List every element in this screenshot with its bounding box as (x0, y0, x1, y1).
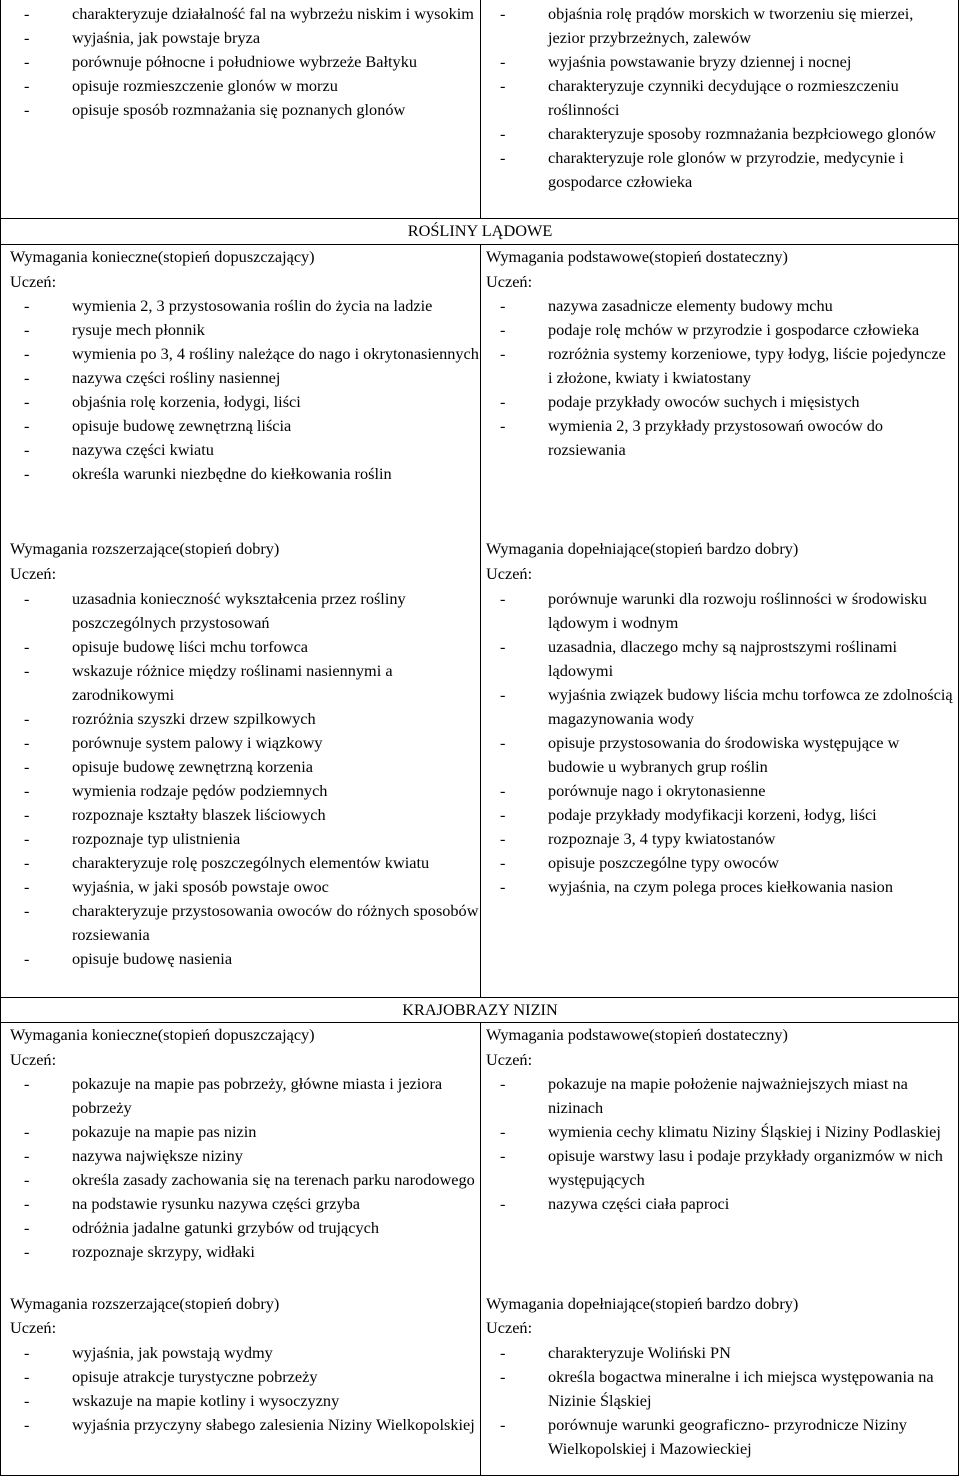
list-item: - charakteryzuje role glonów w przyrodzie, medycynie i gospodarce człowieka (486, 146, 954, 194)
list-item: - porównuje system palowy i wiązkowy (10, 731, 480, 755)
list-item: - charakteryzuje działalność fal na wybrzeżu niskim i wysokim (10, 2, 480, 26)
list-item: - porównuje północne i południowe wybrzeże Bałtyku (10, 50, 480, 74)
list-item: - odróżnia jadalne gatunki grzybów od trujących (10, 1216, 480, 1240)
list-item: - wymienia cechy klimatu Niziny Śląskiej i Niziny Podlaskiej (486, 1120, 954, 1144)
list-item: - podaje rolę mchów w przyrodzie i gospodarce człowieka (486, 318, 954, 342)
list-item: - podaje przykłady modyfikacji korzeni, łodyg, liści (486, 803, 954, 827)
list-item: - określa warunki niezbędne do kiełkowania roślin (10, 462, 480, 486)
list-item: - opisuje budowę zewnętrzną korzenia (10, 755, 480, 779)
uczen-label: Uczeń: (10, 272, 57, 291)
uczen-label: Uczeń: (486, 1050, 533, 1069)
list-item: - wyjaśnia, w jaki sposób powstaje owoc (10, 875, 480, 899)
requirements-left (10, 1341, 480, 1437)
list-item: - pokazuje na mapie pas nizin (10, 1120, 480, 1144)
block-header-right: Wymagania podstawowe(stopień dostateczny) (486, 247, 788, 266)
uczen-label: Uczeń: (486, 272, 533, 291)
list-item: - pokazuje na mapie położenie najważniejszych miast na nizinach (486, 1072, 954, 1120)
requirements-list (10, 294, 480, 486)
top-right-cell (486, 2, 954, 194)
uczen-label: Uczeń: (10, 564, 57, 583)
list-item: - na podstawie rysunku nazywa części grzyba (10, 1192, 480, 1216)
list-item: - opisuje przystosowania do środowiska występujące w budowie u wybranych grup roślin (486, 731, 954, 779)
list-item: - opisuje rozmieszczenie glonów w morzu (10, 74, 480, 98)
list-item: - objaśnia rolę prądów morskich w tworzeniu się mierzei, jezior przybrzeżnych, zalewów (486, 2, 954, 50)
list-item: - opisuje sposób rozmnażania się poznanych glonów (10, 98, 480, 122)
requirements-right (486, 1341, 954, 1461)
list-item: - charakteryzuje rolę poszczególnych elementów kwiatu (10, 851, 480, 875)
list-item: - wskazuje różnice między roślinami nasiennymi a zarodnikowymi (10, 659, 480, 707)
requirements-list (486, 294, 954, 462)
list-item: - rozpoznaje 3, 4 typy kwiatostanów (486, 827, 954, 851)
block-header-right: Wymagania dopełniające(stopień bardzo dobry) (486, 1294, 799, 1313)
list-item: - opisuje budowę nasienia (10, 947, 480, 971)
list-item: - porównuje nago i okrytonasienne (486, 779, 954, 803)
list-item: - podaje przykłady owoców suchych i mięsistych (486, 390, 954, 414)
section-title-rosliny: ROŚLINY LĄDOWE (407, 221, 553, 240)
block-header-right: Wymagania dopełniające(stopień bardzo dobry) (486, 539, 799, 558)
uczen-label: Uczeń: (486, 1318, 533, 1337)
list-item: - opisuje budowę zewnętrzną liścia (10, 414, 480, 438)
top-left-cell (10, 2, 480, 122)
list-item: - porównuje warunki geograficzno- przyrodnicze Niziny Wielkopolskiej i Mazowieckiej (486, 1413, 954, 1461)
uczen-label: Uczeń: (10, 1050, 57, 1069)
list-item: - rysuje mech płonnik (10, 318, 480, 342)
requirements-list (10, 1341, 480, 1437)
list-item: - określa zasady zachowania się na terenach parku narodowego (10, 1168, 480, 1192)
requirements-list (10, 587, 480, 971)
list-item: - rozpoznaje skrzypy, widłaki (10, 1240, 480, 1264)
list-item: - charakteryzuje czynniki decydujące o rozmieszczeniu roślinności (486, 74, 954, 122)
list-item: - rozróżnia szyszki drzew szpilkowych (10, 707, 480, 731)
list-item: - wyjaśnia powstawanie bryzy dziennej i nocnej (486, 50, 954, 74)
requirements-list (10, 1072, 480, 1264)
list-item: - rozróżnia systemy korzeniowe, typy łodyg, liście pojedyncze i złożone, kwiaty i kwiatostany (486, 342, 954, 390)
list-item: - charakteryzuje Woliński PN (486, 1341, 954, 1365)
uczen-label: Uczeń: (486, 564, 533, 583)
list-item: - nazywa części ciała paproci (486, 1192, 954, 1216)
requirements-right (486, 294, 954, 462)
block-header-left: Wymagania rozszerzające(stopień dobry) (10, 539, 280, 558)
requirements-left (10, 1072, 480, 1264)
list-item: - opisuje atrakcje turystyczne pobrzeży (10, 1365, 480, 1389)
list-item: - nazywa części rośliny nasiennej (10, 366, 480, 390)
list-item: - wymienia 2, 3 przystosowania roślin do życia na ladzie (10, 294, 480, 318)
list-item: - wyjaśnia, jak powstaje bryza (10, 26, 480, 50)
list-item: - objaśnia rolę korzenia, łodygi, liści (10, 390, 480, 414)
top-right-list (486, 2, 954, 194)
list-item: - wyjaśnia, jak powstają wydmy (10, 1341, 480, 1365)
requirements-list (486, 1341, 954, 1461)
requirements-left (10, 294, 480, 486)
list-item: - opisuje warstwy lasu i podaje przykłady organizmów w nich występujących (486, 1144, 954, 1192)
block-header-left: Wymagania konieczne(stopień dopuszczający) (10, 247, 315, 266)
block-header-left: Wymagania konieczne(stopień dopuszczający) (10, 1025, 315, 1044)
section-title-krajobrazy: KRAJOBRAZY NIZIN (402, 1000, 558, 1019)
list-item: - wymienia rodzaje pędów podziemnych (10, 779, 480, 803)
list-item: - porównuje warunki dla rozwoju roślinności w środowisku lądowym i wodnym (486, 587, 954, 635)
list-item: - uzasadnia, dlaczego mchy są najprostszymi roślinami lądowymi (486, 635, 954, 683)
list-item: - wyjaśnia związek budowy liścia mchu torfowca ze zdolnością magazynowania wody (486, 683, 954, 731)
requirements-left (10, 587, 480, 971)
list-item: - nazywa części kwiatu (10, 438, 480, 462)
list-item: - nazywa zasadnicze elementy budowy mchu (486, 294, 954, 318)
list-item: - charakteryzuje przystosowania owoców do różnych sposobów rozsiewania (10, 899, 480, 947)
top-left-list (10, 2, 480, 122)
list-item: - wyjaśnia przyczyny słabego zalesienia Niziny Wielkopolskiej (10, 1413, 480, 1437)
requirements-list (486, 1072, 954, 1216)
list-item: - wyjaśnia, na czym polega proces kiełkowania nasion (486, 875, 954, 899)
list-item: - wskazuje na mapie kotliny i wysoczyzny (10, 1389, 480, 1413)
requirements-list (486, 587, 954, 899)
list-item: - pokazuje na mapie pas pobrzeży, główne miasta i jeziora pobrzeży (10, 1072, 480, 1120)
list-item: - charakteryzuje sposoby rozmnażania bezpłciowego glonów (486, 122, 954, 146)
list-item: - uzasadnia konieczność wykształcenia przez rośliny poszczególnych przystosowań (10, 587, 480, 635)
requirements-right (486, 587, 954, 899)
list-item: - rozpoznaje typ ulistnienia (10, 827, 480, 851)
list-item: - opisuje poszczególne typy owoców (486, 851, 954, 875)
uczen-label: Uczeń: (10, 1318, 57, 1337)
block-header-right: Wymagania podstawowe(stopień dostateczny) (486, 1025, 788, 1044)
requirements-right (486, 1072, 954, 1216)
list-item: - rozpoznaje kształty blaszek liściowych (10, 803, 480, 827)
list-item: - określa bogactwa mineralne i ich miejsca występowania na Nizinie Śląskiej (486, 1365, 954, 1413)
list-item: - nazywa największe niziny (10, 1144, 480, 1168)
list-item: - opisuje budowę liści mchu torfowca (10, 635, 480, 659)
list-item: - wymienia 2, 3 przykłady przystosowań owoców do rozsiewania (486, 414, 954, 462)
list-item: - wymienia po 3, 4 rośliny należące do nago i okrytonasiennych (10, 342, 480, 366)
block-header-left: Wymagania rozszerzające(stopień dobry) (10, 1294, 280, 1313)
